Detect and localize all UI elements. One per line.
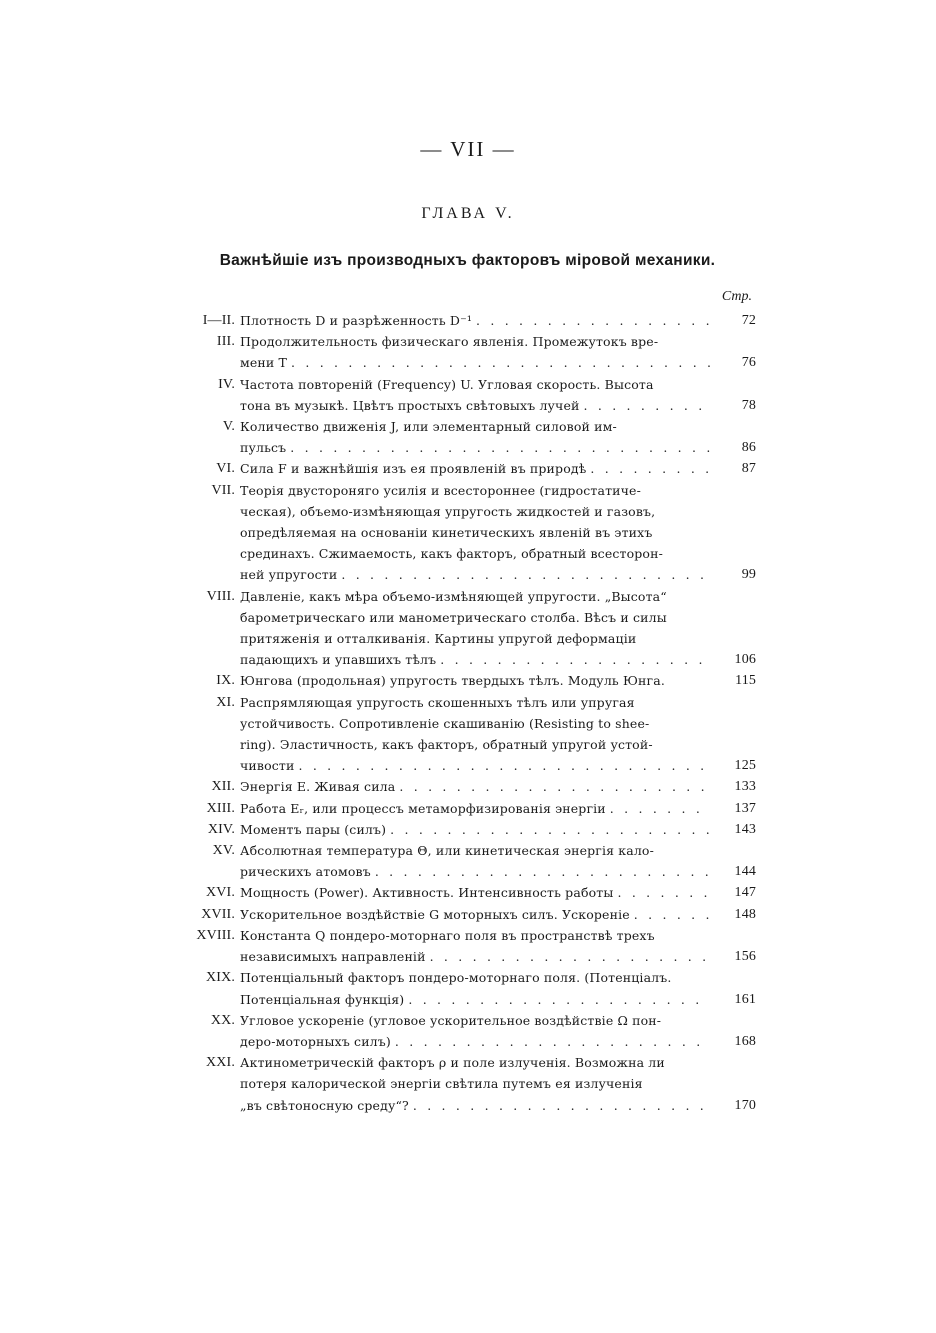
toc-entry-text-line: Потенціальный факторъ пондеро-моторнаго поля. (Потенціалъ. xyxy=(240,970,672,986)
dot-leader xyxy=(430,946,710,967)
toc-entry xyxy=(180,310,756,331)
toc-entry-text-line: Теорія двустороняго усилія и всестороннее (гидростатиче- xyxy=(240,482,641,498)
toc-entry-text-line: Частота повтореній (Frequency) U. Угловая скорость. Высота xyxy=(240,376,654,392)
toc-entry-number: XIX. xyxy=(206,970,235,986)
toc-entry xyxy=(180,798,756,819)
toc-entry-page: 72 xyxy=(741,313,756,328)
toc-entry-text-line: Мощность (Power). Активность. Интенсивность работы xyxy=(240,885,614,901)
toc-entry-text-line: притяженія и отталкиванія. Картины упругой деформаціи xyxy=(240,631,637,647)
toc-entry-text-line: Актинометрическій факторъ ρ и поле излученія. Возможна ли xyxy=(240,1055,665,1071)
toc-entry-text-line: Энергія E. Живая сила xyxy=(240,779,396,795)
dot-leader xyxy=(395,1031,710,1052)
toc-entry-page: 87 xyxy=(741,461,756,477)
dot-leader xyxy=(476,310,710,331)
dot-leader xyxy=(584,395,711,416)
toc-entry xyxy=(180,882,756,903)
toc-entry xyxy=(180,819,756,840)
toc-entry xyxy=(180,692,756,777)
toc-entry xyxy=(180,586,756,671)
toc-entry-text-line: опредѣляемая на основаніи кинетическихъ явленій въ этихъ xyxy=(240,525,653,541)
toc-entry xyxy=(180,670,756,691)
dot-leader xyxy=(634,904,710,925)
toc-entry-page: 170 xyxy=(734,1097,756,1113)
dot-leader xyxy=(617,882,710,903)
toc-entry-number: XXI. xyxy=(206,1055,235,1071)
toc-entry-number: XIII. xyxy=(206,800,235,816)
toc-entry-page: 78 xyxy=(741,397,756,413)
toc-entry-number: VII. xyxy=(211,482,235,498)
toc-entry-number: XV. xyxy=(212,843,235,859)
toc-entry-number: XVI. xyxy=(206,885,235,901)
toc-entry-text-line: Абсолютная температура Θ, или кинетическая энергія кало- xyxy=(240,843,654,859)
toc-entry-text-line: Константа Q пондеро-моторнаго поля въ пространствѣ трехъ xyxy=(240,927,655,943)
toc-entry-text-line: Продолжительность физическаго явленія. Промежутокъ вре- xyxy=(240,334,659,350)
toc-entry-number: XII. xyxy=(211,779,235,795)
toc-entry-page: 156 xyxy=(734,949,756,965)
toc-entry xyxy=(180,904,756,925)
toc-entry-text-line: устойчивость. Сопротивленіе скашиванію (Resisting to shee- xyxy=(240,715,650,731)
page-column-header: Стр. xyxy=(721,289,752,304)
toc-entry xyxy=(180,1052,756,1116)
toc-entry-number: VIII. xyxy=(206,588,235,604)
toc-entry-number: XX. xyxy=(210,1012,235,1028)
table-of-contents xyxy=(180,310,756,1116)
toc-entry-text-line: тона въ музыкѣ. Цвѣтъ простыхъ свѣтовыхъ лучей xyxy=(240,397,580,413)
toc-entry-number: XIV. xyxy=(207,821,235,837)
dot-leader xyxy=(341,564,710,585)
toc-entry-text-line: деро-моторныхъ силъ) xyxy=(240,1033,391,1049)
toc-entry-page: 99 xyxy=(741,567,756,583)
toc-entry xyxy=(180,331,756,373)
toc-entry-number: XVII. xyxy=(201,906,235,922)
toc-entry xyxy=(180,967,756,1009)
dot-leader xyxy=(610,798,710,819)
toc-entry-text-line: пульсъ xyxy=(240,440,287,456)
toc-entry-number: XVIII. xyxy=(196,927,235,943)
toc-entry-page: 143 xyxy=(734,821,756,837)
toc-entry xyxy=(180,925,756,967)
toc-entry xyxy=(180,416,756,458)
toc-entry-text-line: Моментъ пары (силъ) xyxy=(240,821,387,837)
page-number: — VII — xyxy=(420,137,516,161)
dot-leader xyxy=(440,649,710,670)
dot-leader xyxy=(408,989,710,1010)
toc-entry-number: III. xyxy=(216,334,235,350)
toc-entry-text-line: падающихъ и упавшихъ тѣлъ xyxy=(240,652,437,668)
toc-entry-text-line: ческая), объемо-измѣняющая упругость жидкостей и газовъ, xyxy=(240,503,656,519)
toc-entry-page: 147 xyxy=(734,885,756,901)
toc-entry-page: 115 xyxy=(735,673,756,689)
toc-entry-page: 106 xyxy=(734,652,756,668)
toc-entry-text-line: рическихъ атомовъ xyxy=(240,864,371,880)
toc-entry-text-line: мени T xyxy=(240,355,287,371)
toc-entry-text-line: независимыхъ направленій xyxy=(240,949,426,965)
toc-entry-page: 137 xyxy=(734,800,756,816)
toc-entry-page: 148 xyxy=(734,906,756,922)
toc-entry xyxy=(180,374,756,416)
toc-entry-number: I—II. xyxy=(202,313,235,328)
toc-entry-text-line: Потенціальная функція) xyxy=(240,991,405,1007)
toc-entry xyxy=(180,458,756,479)
toc-entry-page: 125 xyxy=(734,758,756,774)
toc-entry-text-line: Юнгова (продольная) упругость твердыхъ тѣлъ. Модуль Юнга. xyxy=(240,673,665,689)
toc-entry-page: 144 xyxy=(734,864,756,880)
toc-entry xyxy=(180,776,756,797)
toc-entry-text-line: Ускорительное воздѣйствіе G моторныхъ силъ. Ускореніе xyxy=(240,906,630,922)
toc-entry xyxy=(180,1010,756,1052)
toc-entry-text-line: Количество движенія J, или элементарный силовой им- xyxy=(240,419,617,435)
toc-entry-number: IX. xyxy=(216,673,235,689)
toc-entry xyxy=(180,840,756,882)
dot-leader xyxy=(290,437,710,458)
toc-entry-text-line: Распрямляющая упругость скошенныхъ тѣлъ или упругая xyxy=(240,694,635,710)
dot-leader xyxy=(291,352,710,373)
toc-entry-text-line: „въ свѣтоносную среду“? xyxy=(240,1097,409,1113)
dot-leader xyxy=(375,861,710,882)
chapter-title: Важнѣйшіе изъ производныхъ факторовъ міровой механики. xyxy=(219,252,716,269)
dot-leader xyxy=(590,458,710,479)
dot-leader xyxy=(399,776,710,797)
toc-entry-text-line: барометрическаго или манометрическаго столба. Вѣсъ и силы xyxy=(240,609,667,625)
toc-entry-text-line: Работа Eᵣ, или процессъ метаморфизированія энергіи xyxy=(240,800,606,816)
toc-entry-number: V. xyxy=(222,419,235,435)
toc-entry-text-line: ней упругости xyxy=(240,567,338,583)
toc-entry-text-line: ring). Эластичность, какъ факторъ, обратный упругой устой- xyxy=(240,737,653,753)
toc-entry xyxy=(180,480,756,586)
toc-entry-text-line: потеря калорической энергіи свѣтила путемъ ея излученія xyxy=(240,1076,643,1092)
dot-leader xyxy=(298,755,710,776)
toc-entry-text-line: Плотность D и разрѣженность D⁻¹ xyxy=(240,313,473,328)
toc-entry-page: 133 xyxy=(734,779,756,795)
dot-leader xyxy=(390,819,710,840)
chapter-heading: ГЛАВА V. xyxy=(421,205,515,222)
toc-entry-text-line: чивости xyxy=(240,758,295,774)
toc-entry-number: XI. xyxy=(216,694,235,710)
dot-leader xyxy=(413,1095,710,1116)
toc-entry-text-line: Давленіе, какъ мѣра объемо-измѣняющей упругости. „Высота“ xyxy=(240,588,667,604)
toc-entry-page: 86 xyxy=(741,440,756,456)
toc-entry-number: VI. xyxy=(216,461,235,477)
toc-entry-text-line: срединахъ. Сжимаемость, какъ факторъ, обратный всесторон- xyxy=(240,546,663,562)
toc-entry-page: 168 xyxy=(734,1033,756,1049)
toc-entry-text-line: Сила F и важнѣйшія изъ ея проявленій въ природѣ xyxy=(240,461,587,477)
toc-entry-page: 76 xyxy=(741,355,756,371)
toc-entry-number: IV. xyxy=(218,376,235,392)
toc-entry-text-line: Угловое ускореніе (угловое ускорительное воздѣйствіе Ω пон- xyxy=(240,1012,662,1028)
toc-entry-page: 161 xyxy=(734,991,756,1007)
